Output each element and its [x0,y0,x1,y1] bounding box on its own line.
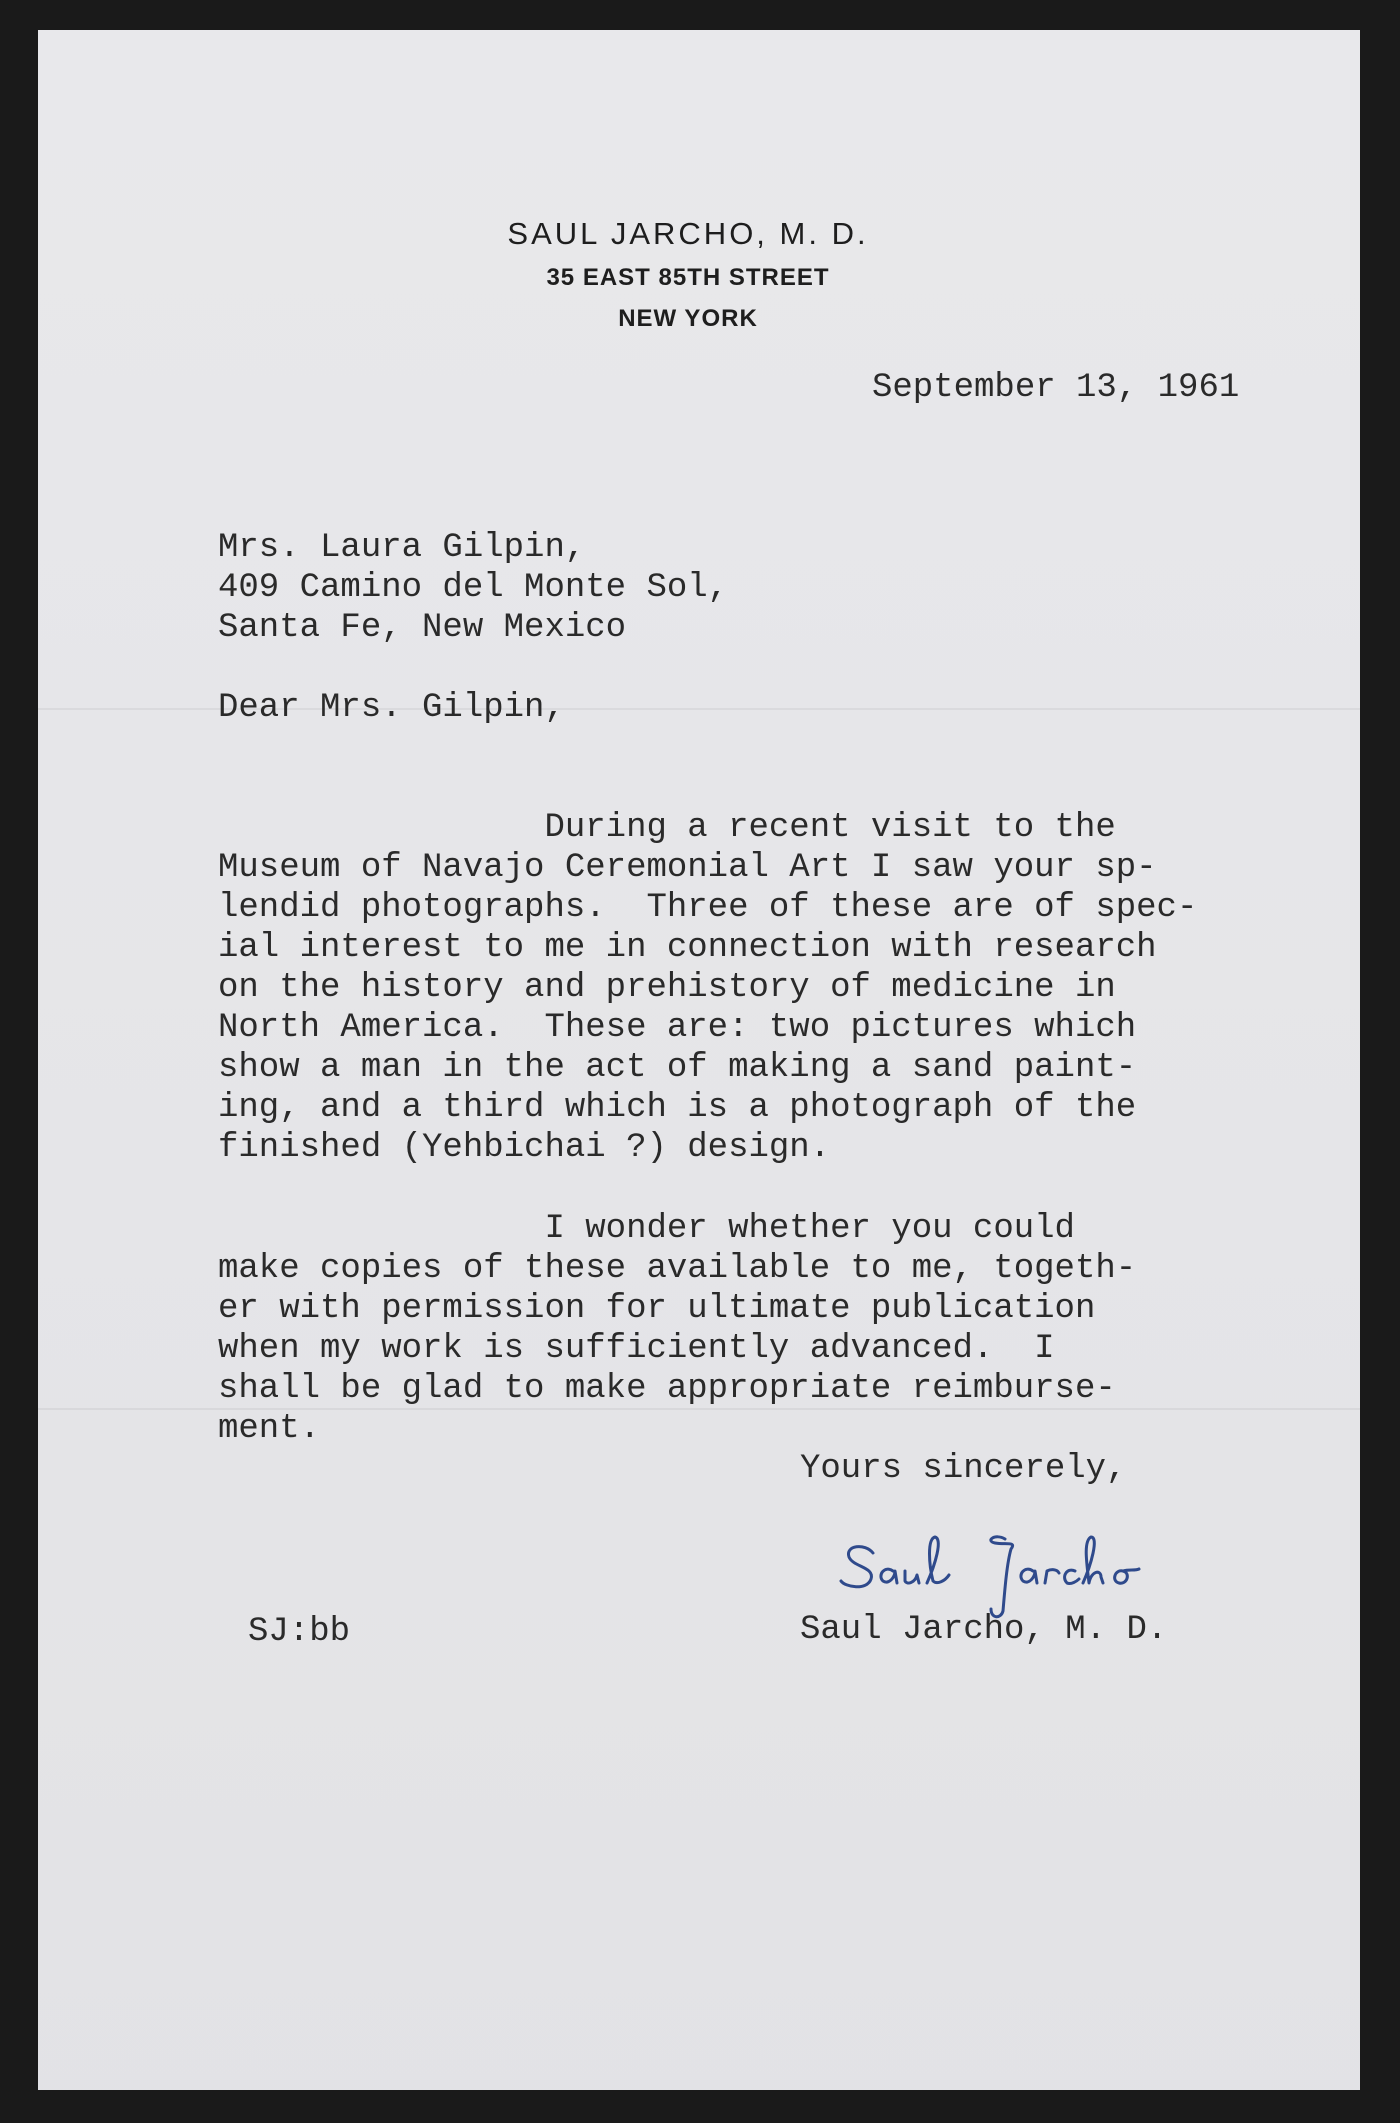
body-line: Museum of Navajo Ceremonial Art I saw your sp- [218,849,1157,887]
body-line: ing, and a third which is a photograph of the [218,1089,1137,1127]
typist-initials: SJ:bb [248,1613,351,1651]
body-line: ial interest to me in connection with research [218,929,1157,967]
body-line: shall be glad to make appropriate reimburse- [218,1370,1116,1408]
body-line: finished (Yehbichai ?) design. [218,1129,831,1167]
recipient-line: Santa Fe, New Mexico [218,609,627,647]
body-line: when my work is sufficiently advanced. I [218,1330,1055,1368]
body-line: North America. These are: two pictures which [218,1009,1137,1047]
body-paragraph-1 [218,768,1197,1208]
body-paragraph-2 [218,1169,1136,1489]
closing: Yours sincerely, [800,1450,1127,1488]
salutation: Dear Mrs. Gilpin, [218,689,565,727]
recipient-address [218,528,728,648]
recipient-line: Mrs. Laura Gilpin, [218,529,586,567]
signature-drawing [835,1515,1175,1625]
handwritten-signature [835,1515,1175,1625]
body-line: During a recent visit to the [218,809,1116,847]
typed-name: Saul Jarcho, M. D. [800,1611,1168,1649]
body-line: I wonder whether you could [218,1210,1075,1248]
body-line: er with permission for ultimate publication [218,1290,1096,1328]
letter-date: September 13, 1961 [872,369,1240,407]
recipient-line: 409 Camino del Monte Sol, [218,569,729,607]
body-line: ment. [218,1410,321,1448]
letterhead-city: NEW YORK [618,305,758,332]
letterhead-street: 35 EAST 85TH STREET [546,264,830,291]
body-line: make copies of these available to me, togeth- [218,1250,1137,1288]
letterhead-name: SAUL JARCHO, M. D. [507,216,869,251]
body-line: on the history and prehistory of medicine in [218,969,1116,1007]
body-line: lendid photographs. Three of these are of spec- [218,889,1198,927]
body-line: show a man in the act of making a sand paint- [218,1049,1137,1087]
